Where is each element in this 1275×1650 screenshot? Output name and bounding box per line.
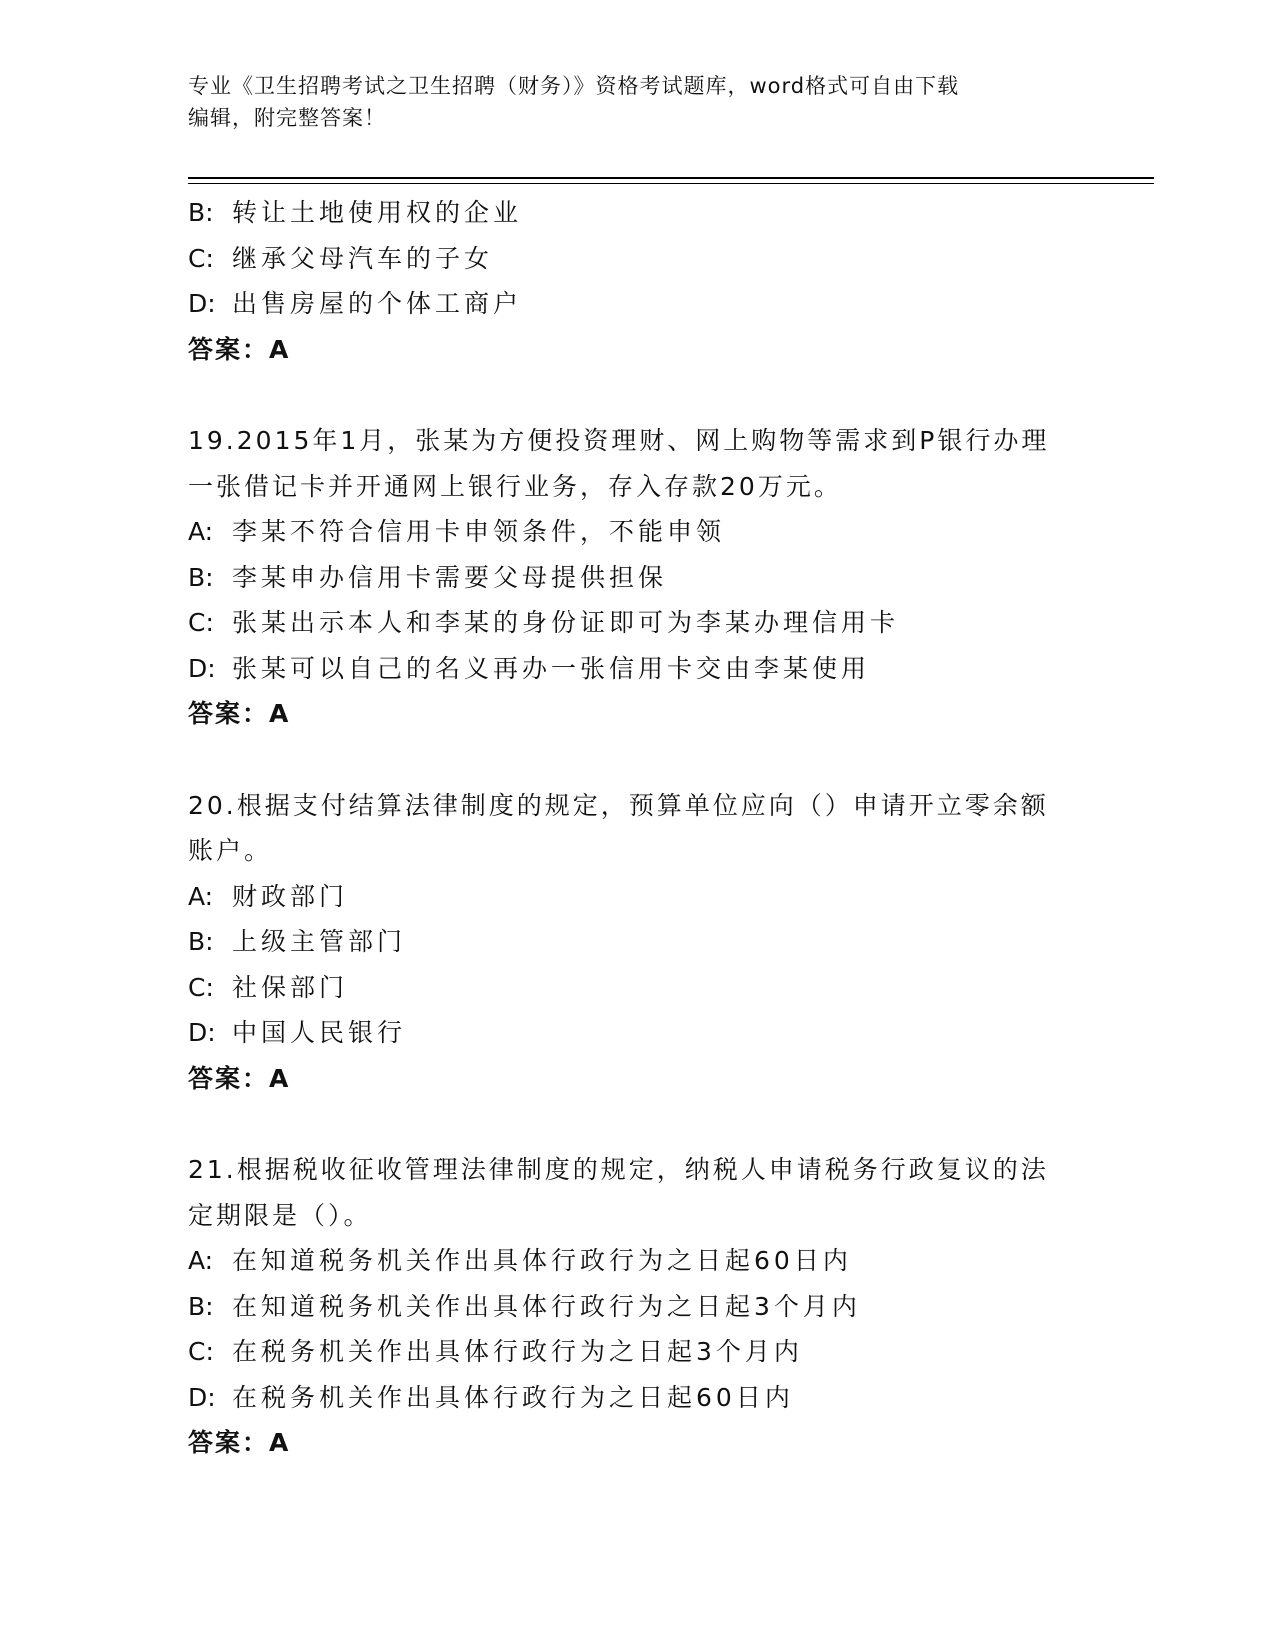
option-text: 在知道税务机关作出具体行政行为之日起3个月内 [232,1291,861,1321]
answer-line: 答案：A [188,1063,291,1093]
option-text: 上级主管部门 [232,927,407,956]
option-key: B: [188,927,214,956]
option-text: 张某出示本人和李某的身份证即可为李某办理信用卡 [232,608,900,637]
option-c [188,236,1088,282]
option-key: C: [188,1337,214,1366]
option-text: 社保部门 [232,972,349,1002]
option-text: 在税务机关作出具体行政行为之日起60日内 [232,1382,794,1412]
option-key: D: [188,1382,216,1412]
question-19 [188,418,1088,737]
header-divider-thick [188,177,1154,179]
option-key: C: [188,608,214,637]
question-stem-line-1: 21.根据税收征收管理法律制度的规定，纳税人申请税务行政复议的法 [188,1155,1049,1184]
option-a [188,874,1088,920]
option-d [188,281,1088,327]
option-text: 在税务机关作出具体行政行为之日起3个月内 [232,1337,803,1366]
option-text: 在知道税务机关作出具体行政行为之日起60日内 [232,1246,852,1275]
option-key: D: [188,1018,216,1047]
option-key: A: [188,517,214,546]
option-d [188,646,1088,692]
question-stem-line-2: 一张借记卡并开通网上银行业务，存入存款20万元。 [188,471,842,501]
question-stem-line-2: 账户。 [188,836,273,865]
option-b [188,555,1088,601]
option-key: A: [188,1246,214,1275]
header-divider-thin [188,183,1154,184]
option-a [188,509,1088,555]
option-text: 李某不符合信用卡申领条件，不能申领 [232,517,726,546]
option-key: B: [188,1291,214,1321]
option-text: 李某申办信用卡需要父母提供担保 [232,562,668,592]
option-text: 转让土地使用权的企业 [232,198,523,227]
spacer [188,372,1088,418]
option-b [188,190,1088,236]
spacer [188,737,1088,783]
option-b [188,919,1088,965]
option-c [188,1329,1088,1375]
answer-line: 答案：A [188,1428,291,1457]
option-text: 继承父母汽车的子女 [232,243,494,273]
option-d [188,1010,1088,1056]
option-text: 张某可以自己的名义再办一张信用卡交由李某使用 [232,653,871,683]
option-key: C: [188,243,214,273]
partial-question [188,190,1088,372]
option-text: 中国人民银行 [232,1018,407,1047]
document-header [188,70,1068,134]
option-c [188,600,1088,646]
option-c [188,965,1088,1011]
question-20 [188,783,1088,1102]
option-key: D: [188,653,216,683]
option-text: 出售房屋的个体工商户 [232,289,523,318]
question-21 [188,1147,1088,1466]
option-b [188,1284,1088,1330]
spacer [188,1101,1088,1147]
option-key: A: [188,881,214,911]
question-stem-line-1: 20.根据支付结算法律制度的规定，预算单位应向（）申请开立零余额 [188,790,1049,820]
header-line-2: 编辑，附完整答案！ [188,106,386,130]
question-stem-line-1: 19.2015年1月，张某为方便投资理财、网上购物等需求到P银行办理 [188,426,1050,455]
question-content [188,190,1088,1466]
option-key: D: [188,289,216,318]
option-key: B: [188,562,214,592]
answer-line: 答案：A [188,334,291,364]
option-text: 财政部门 [232,881,349,911]
option-d [188,1375,1088,1421]
question-stem-line-2: 定期限是（）。 [188,1200,372,1230]
option-a [188,1238,1088,1284]
header-line-1: 专业《卫生招聘考试之卫生招聘（财务）》资格考试题库，word格式可自由下载 [188,74,960,98]
option-key: C: [188,972,214,1002]
option-key: B: [188,198,214,227]
answer-line: 答案：A [188,699,291,728]
